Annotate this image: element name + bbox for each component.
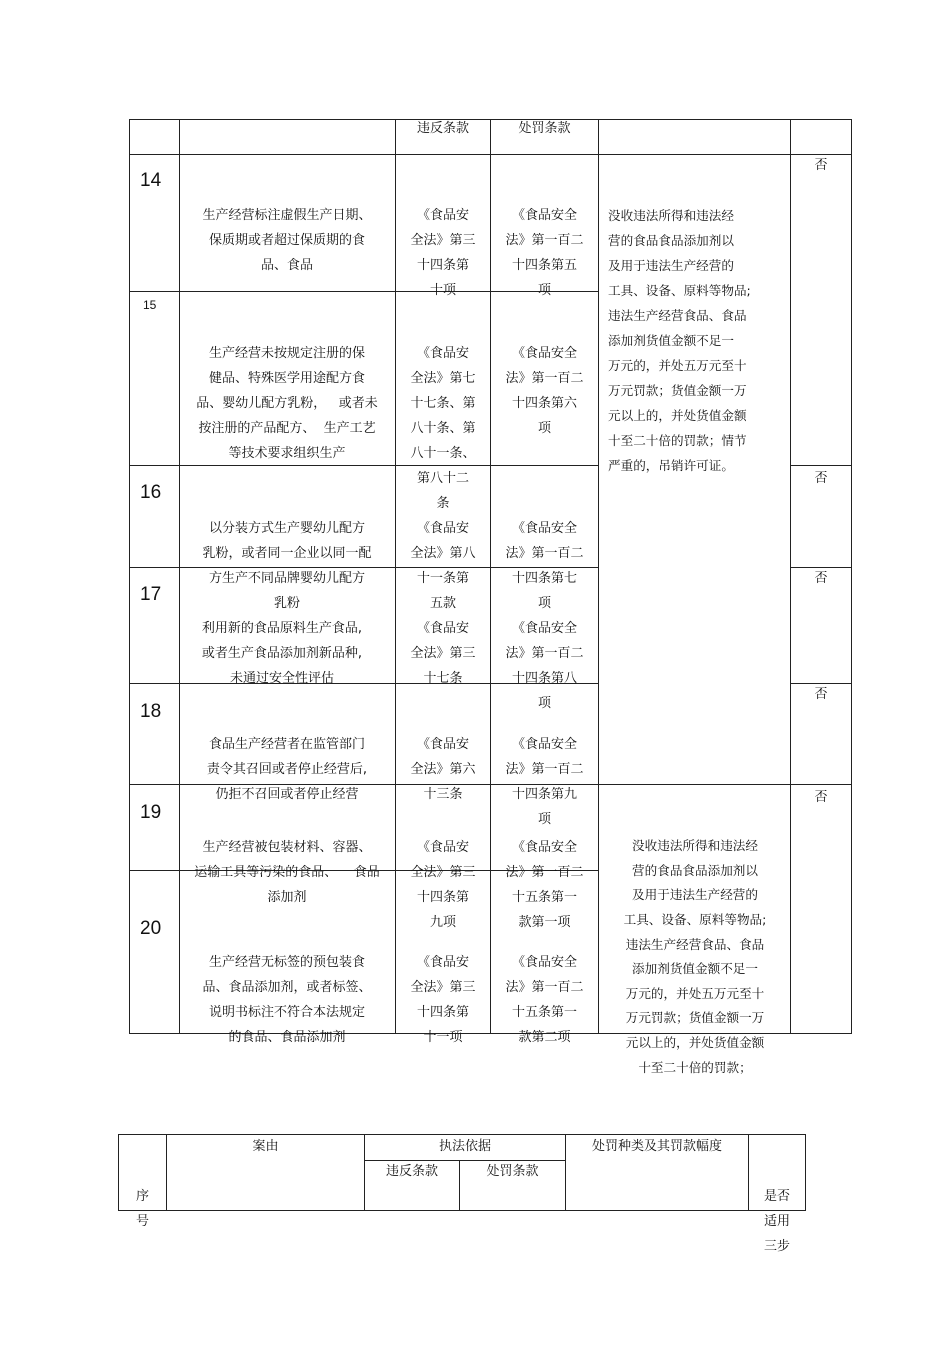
row-number: 15 xyxy=(143,298,157,312)
header-basis: 执法依据 xyxy=(438,1139,491,1154)
row-violation: 《食品安 全法》第三 十四条第 十一项 xyxy=(410,955,476,1045)
header-measure: 处罚种类及其罚款幅度 xyxy=(591,1139,722,1154)
row-cause: 生产经营被包装材料、容器、 运输工具等污染的食品、 食品 添加剂 xyxy=(194,840,380,905)
row-penalty: 《食品安全 法》第一百二 十四条第五 项 xyxy=(505,208,584,298)
header-cause: 案由 xyxy=(252,1139,279,1154)
row-penalty: 《食品安全 法》第一百二 十四条第九 项 xyxy=(505,737,584,827)
penalty-measure-text: 没收违法所得和违法经 营的食品食品添加剂以 及用于违法生产经营的 工具、设备、原料等物品; 违法生产经营食品、食品 添加剂货值金额不足一 万元的，并处五万元至十 万元罚款；货值金额一万 元以上的，并处货值金额 十至二十倍的罚款；情节 严重的，吊销许可证。 xyxy=(608,208,751,473)
row-penalty: 《食品安全 法》第一百二 十四条第八 项 xyxy=(505,621,584,711)
row-number: 16 xyxy=(140,482,162,503)
row-violation: 《食品安 全法》第三 十七条 xyxy=(410,621,476,686)
row-violation: 《食品安 全法》第七 十七条、第 八十条、第 八十一条、 第八十二 条 xyxy=(410,346,476,511)
row-penalty: 《食品安全 法》第一百二 十五条第一 款第一项 xyxy=(505,840,584,930)
col-line-right xyxy=(805,1134,806,1211)
row-applicable: 否 xyxy=(814,571,828,586)
header-applicable: 是否 适用 三步 xyxy=(763,1189,790,1254)
row-penalty: 《食品安全 法》第一百二 十四条第七 项 xyxy=(505,521,584,611)
row-number: 20 xyxy=(140,918,162,939)
col-line-penalty xyxy=(598,119,599,1034)
row-cause: 利用新的食品原料生产食品, 或者生产食品添加剂新品种, 未通过安全性评估 xyxy=(201,621,363,686)
row-cause: 生产经营标注虚假生产日期、 保质期或者超过保质期的食 品、食品 xyxy=(202,208,372,273)
row-cause: 食品生产经营者在监管部门 责令其召回或者停止经营后, 仍拒不召回或者停止经营 xyxy=(206,737,368,802)
row-applicable: 否 xyxy=(814,790,828,805)
row-number: 14 xyxy=(140,170,162,191)
table-border-bottom xyxy=(118,1210,806,1211)
header-violation: 违反条款 xyxy=(385,1164,438,1179)
row-applicable: 否 xyxy=(814,687,828,702)
row-violation: 《食品安 全法》第三 十四条第 九项 xyxy=(410,840,476,930)
row-penalty: 《食品安全 法》第一百二 十四条第六 项 xyxy=(505,346,584,436)
row-cause: 生产经营未按规定注册的保 健品、特殊医学用途配方食 品、婴幼儿配方乳粉， 或者未 按注册的产品配方、 生产工艺 等技术要求组织生产 xyxy=(196,346,378,461)
header-penalty: 处罚条款 xyxy=(518,121,571,136)
col-line-right xyxy=(851,119,852,1034)
penalty-measure-text: 没收违法所得和违法经 营的食品食品添加剂以 及用于违法生产经营的 工具、设备、原料等物品; 违法生产经营食品、食品 添加剂货值金额不足一 万元的，并处五万元至十 万元罚款；货值金额一万 元以上的，并处货值金额 十至二十倍的罚款； xyxy=(623,838,767,1075)
col-line-no xyxy=(179,119,180,1034)
penalty-table-header xyxy=(0,1100,950,1254)
header-violation: 违反条款 xyxy=(416,121,469,136)
row-number: 19 xyxy=(140,802,162,823)
row-violation: 《食品安 全法》第六 十三条 xyxy=(410,737,476,802)
row-applicable: 否 xyxy=(814,158,828,173)
row-number: 17 xyxy=(140,584,162,605)
row-number: 18 xyxy=(140,701,162,722)
row-applicable: 否 xyxy=(814,471,828,486)
row-cause: 以分装方式生产婴幼儿配方 乳粉，或者同一企业以同一配 方生产不同品牌婴幼儿配方 乳粉 xyxy=(202,521,372,611)
col-line-left xyxy=(129,119,130,1034)
header-seq: 序 号 xyxy=(135,1189,149,1229)
header-penalty: 处罚条款 xyxy=(486,1164,539,1179)
row-violation: 《食品安 全法》第八 十一条第 五款 xyxy=(410,521,476,611)
row-cause: 生产经营无标签的预包装食 品、食品添加剂，或者标签、 说明书标注不符合本法规定 的食品、食品添加剂 xyxy=(202,955,372,1045)
row-penalty: 《食品安全 法》第一百二 十五条第一 款第二项 xyxy=(505,955,584,1045)
row-violation: 《食品安 全法》第三 十四条第 十项 xyxy=(410,208,476,298)
